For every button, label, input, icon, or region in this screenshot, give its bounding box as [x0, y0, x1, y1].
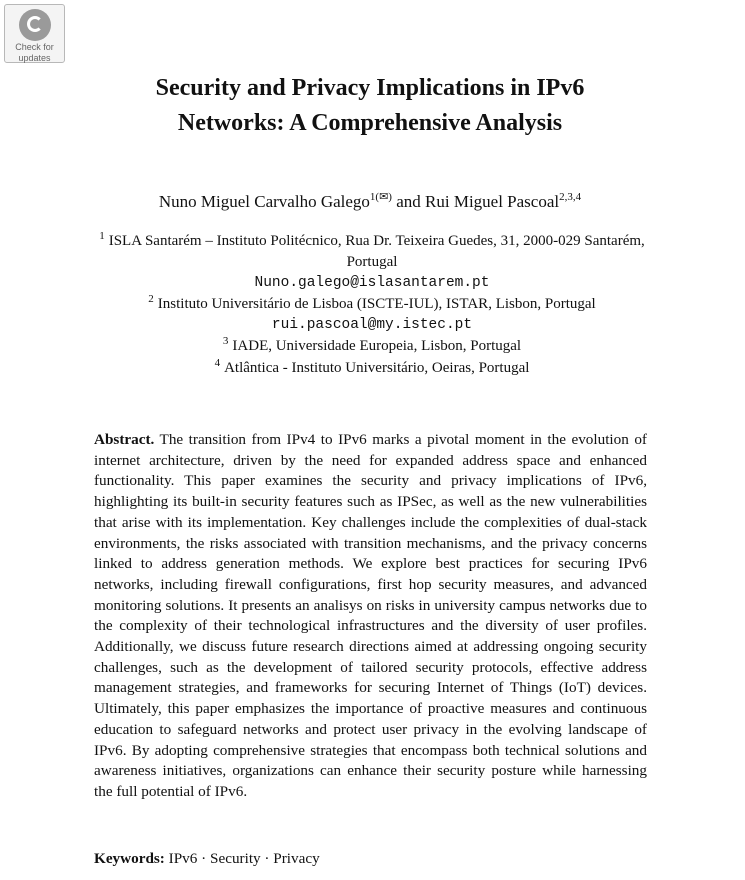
author-list — [60, 185, 680, 214]
affiliation-number: 4 — [214, 357, 221, 369]
affiliation-text: Atlântica - Instituto Universitário, Oeiras, Portugal — [224, 360, 530, 376]
keywords-text: IPv6 · Security · Privacy — [168, 850, 320, 867]
badge-label-line1: Check for — [15, 42, 54, 52]
abstract-text: The transition from IPv4 to IPv6 marks a pivotal moment in the evolution of internet architecture, driven by the need for expanded address space and enhanced functionality. This paper examines the security and privacy implications of IPv6, highlighting its built-in security features such as IPSec, as well as the new vulnerabilities that arise with its implementation. Key challenges include the complexities of dual-stack environments, the risks associated with transition mechanisms, and the privacy concerns linked to address generation methods. We explore best practices for securing IPv6 networks, including firewall configurations, first hop security measures, and advanced monitoring solutions. It presents an analisys on risks in university campus networks due to the complexity of their technological infrastructures and the diversity of user profiles. Additionally, we discuss future research directions aimed at addressing ongoing security challenges, such as the development of tailored security protocols, effective address management strategies, and frameworks for securing Internet of Things (IoT) devices. Ultimately, this paper emphasizes the importance of proactive measures and continuous education to safeguard networks and protect user privacy in the evolving landscape of IPv6. By adopting comprehensive strategies that encompass both technical solutions and awareness initiatives, organizations can enhance their security posture while harnessing the full potential of IPv6. — [94, 431, 647, 800]
affiliation-2 — [52, 289, 692, 336]
paper-title — [60, 71, 680, 141]
update-icon — [19, 9, 51, 41]
author-name: Rui Miguel Pascoal — [425, 192, 560, 211]
abstract-label: Abstract. — [94, 431, 155, 448]
title-line-1: Security and Privacy Implications in IPv6 — [155, 75, 585, 101]
affiliation-1 — [52, 226, 692, 294]
keywords — [94, 848, 320, 869]
abstract — [94, 430, 647, 803]
affiliation-text: ISLA Santarém – Instituto Politécnico, Rua Dr. Teixeira Guedes, 31, 2000-029 Santarém, — [108, 233, 645, 249]
keywords-label: Keywords: — [94, 850, 165, 867]
badge-label-line2: updates — [18, 53, 51, 63]
affiliation-text: IADE, Universidade Europeia, Lisbon, Portugal — [232, 338, 522, 354]
affiliation-number: 1 — [99, 230, 105, 242]
author-name: Nuno Miguel Carvalho Galego — [158, 192, 370, 211]
check-for-updates-badge[interactable] — [4, 4, 65, 63]
author-conjunction: and — [391, 192, 426, 211]
affiliation-text: Instituto Universitário de Lisboa (ISCTE-IUL), ISTAR, Lisbon, Portugal — [157, 296, 596, 312]
affiliation-number: 3 — [222, 335, 229, 347]
affiliation-line: Portugal — [346, 254, 398, 270]
affiliation-line — [52, 353, 692, 379]
affiliation-line — [52, 226, 692, 252]
title-line-2: Networks: A Comprehensive Analysis — [177, 110, 563, 136]
affiliation-4 — [52, 353, 692, 379]
email-link[interactable]: rui.pascoal@my.istec.pt — [271, 317, 473, 333]
affiliation-number: 2 — [148, 293, 154, 305]
affiliation-line — [52, 289, 692, 315]
author-affiliation-mark: 2,3,4 — [559, 191, 582, 203]
email-link[interactable]: Nuno.galego@islasantarem.pt — [254, 275, 490, 291]
author-affiliation-mark: 1(✉) — [369, 191, 392, 203]
